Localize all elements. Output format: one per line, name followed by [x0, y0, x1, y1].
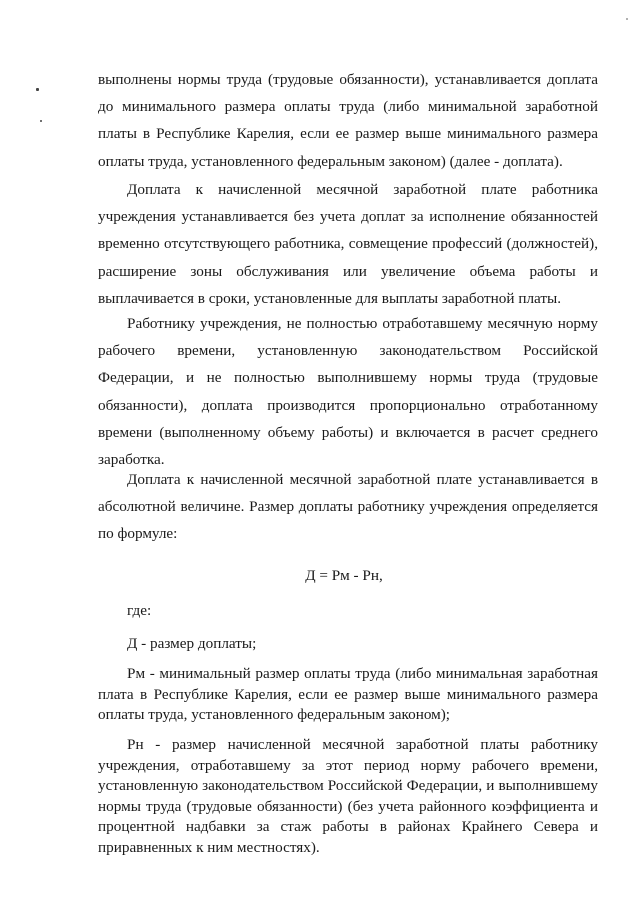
paragraph-surcharge-exclusions: Доплата к начисленной месячной заработной плате работника учреждения устанавливается без учета доплат за исполнение обязанностей временно отсутствующего работника, совмещение профессий (должностей), расширение зоны обслуживания или увеличение объема работы и выплачивается в сроки, установленные для выплаты заработной платы.	[98, 181, 598, 307]
surcharge-formula: Д = Рм - Рн,	[305, 567, 383, 584]
scan-speck	[40, 120, 42, 122]
definition-rm: Рм - минимальный размер оплаты труда (либо минимальная заработная плата в Республике Карелия, если ее размер выше минимального размера оплаты труда, установленного федеральным законом);	[98, 665, 598, 723]
definition-rn: Рн - размер начисленной месячной заработной платы работнику учреждения, отработавшему за этот период норму рабочего времени, установленную законодательством Российской Федерации, и выполнившему нормы труда (трудовые обязанности) (без учета районного коэффициента и процентной надбавки за стаж работы в районах Крайнего Севера и приравненных к ним местностях).	[98, 736, 598, 856]
paragraph-absolute-value: Доплата к начисленной месячной заработной плате устанавливается в абсолютной величине. Размер доплаты работнику учреждения определяется по формуле:	[98, 471, 598, 543]
definition-d: Д - размер доплаты;	[127, 635, 257, 652]
scan-speck	[626, 18, 628, 20]
scan-speck	[36, 88, 39, 91]
paragraph-continuation: выполнены нормы труда (трудовые обязанности), устанавливается доплата до минимального размера оплаты труда (либо минимальной заработной платы в Республике Карелия, если ее размер выше минимального размера оплаты труда, установленного федеральным законом) (далее - доплата).	[98, 71, 598, 170]
paragraph-partial-norm: Работнику учреждения, не полностью отработавшему месячную норму рабочего времени, установленную законодательством Российской Федерации, и не полностью выполнившему нормы труда (трудовые обязанности), доплата производится пропорционально отработанному времени (выполненному объему работы) и включается в расчет среднего заработка.	[98, 315, 598, 469]
where-label: где:	[127, 602, 152, 619]
